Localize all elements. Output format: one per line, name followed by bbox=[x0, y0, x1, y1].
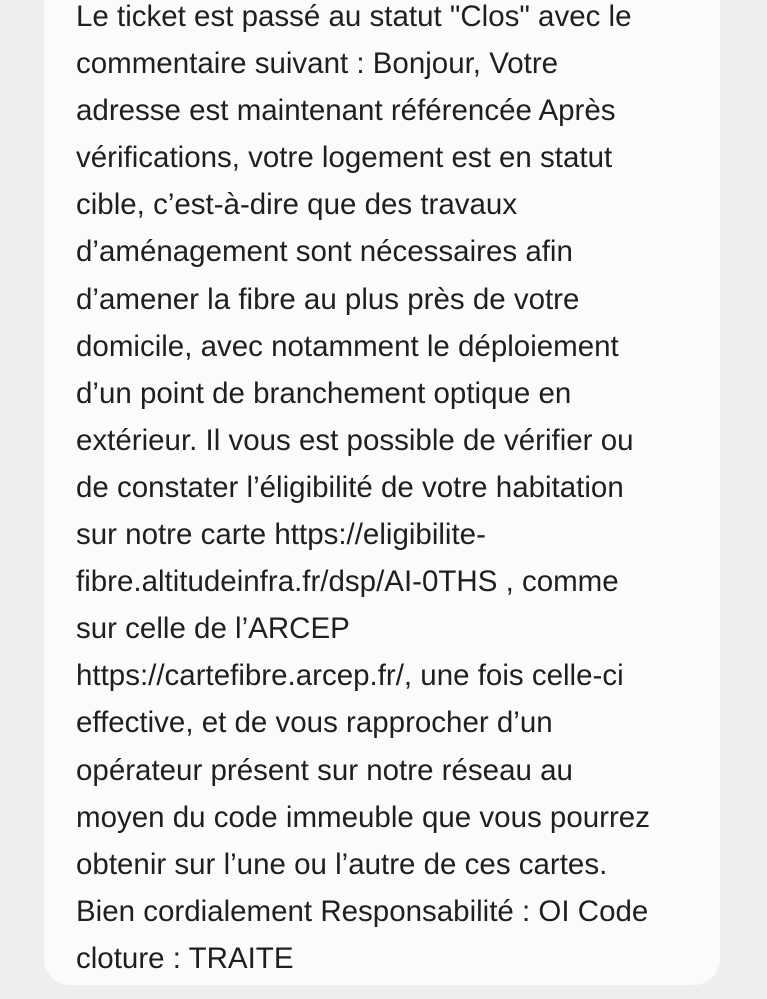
message-line: adresse est maintenant référencée Après bbox=[76, 94, 616, 128]
message-line: de constater l’éligibilité de votre habitation bbox=[76, 470, 624, 504]
message-line: d’un point de branchement optique en bbox=[76, 376, 572, 410]
message-line: cloture : TRAITE bbox=[76, 941, 294, 975]
message-line: d’aménagement sont nécessaires afin bbox=[76, 235, 573, 269]
message-line: moyen du code immeuble que vous pourrez bbox=[76, 800, 650, 834]
message-line: sur celle de l’ARCEP bbox=[76, 612, 350, 646]
message-line: effective, et de vous rapprocher d’un bbox=[76, 706, 553, 740]
message-line: commentaire suivant : Bonjour, Votre bbox=[76, 47, 559, 81]
message-line: extérieur. Il vous est possible de vérifier ou bbox=[76, 423, 634, 457]
message-line: opérateur présent sur notre réseau au bbox=[76, 753, 573, 787]
message-line: domicile, avec notamment le déploiement bbox=[76, 329, 619, 363]
message-line: https://cartefibre.arcep.fr/, une fois celle-ci bbox=[76, 659, 624, 693]
message-line: Le ticket est passé au statut "Clos" avec le bbox=[76, 0, 632, 33]
message-line: sur notre carte https://eligibilite- bbox=[76, 518, 486, 552]
message-line: cible, c’est-à-dire que des travaux bbox=[76, 188, 518, 222]
message-line: obtenir sur l’une ou l’autre de ces cartes. bbox=[76, 847, 608, 881]
message-line: Bien cordialement Responsabilité : OI Code bbox=[76, 894, 649, 928]
message-line: fibre.altitudeinfra.fr/dsp/AI-0THS , comme bbox=[76, 565, 619, 599]
message-line: vérifications, votre logement est en statut bbox=[76, 141, 613, 175]
message-text bbox=[76, 0, 696, 982]
message-line: d’amener la fibre au plus près de votre bbox=[76, 282, 580, 316]
